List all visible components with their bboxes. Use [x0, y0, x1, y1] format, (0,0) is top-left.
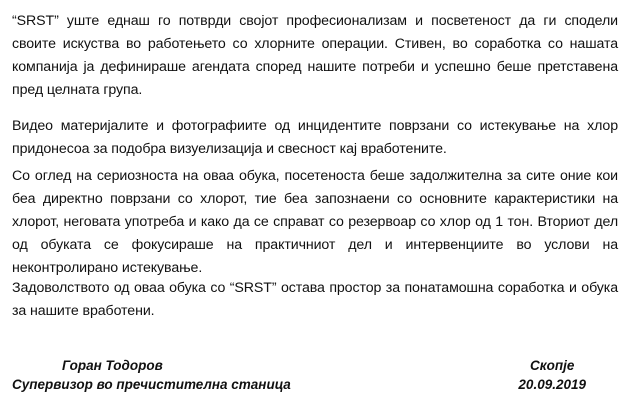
signature-block [12, 356, 291, 394]
paragraph-intro: “SRST” уште еднаш го потврди својот професионализам и посветеност да ги сподели своите искуства во работењето со хлорните операции. Стивен, во соработка со нашата компанија ја дефинираше агендата според нашите потреби и успешно беше претставена пред целната група. [12, 13, 618, 98]
city-name: Скопје [530, 358, 575, 373]
paragraph-satisfaction: Задоволството од оваа обука со “SRST” остава простор за понатамошна соработка и обука за нашите вработени. [12, 280, 618, 319]
signatory-role: Супервизор во пречистителна станица [12, 377, 291, 392]
paragraph-training-details: Со оглед на сериозноста на оваа обука, посетеноста беше задолжителна за сите оние кои беа директно поврзани со хлорот, тие беа запознаени со основните карактеристики на хлорот, неговата употреба и како да се справат со резервоар со хлор од 1 тон. Вториот дел од обуката се фокусираше на практичниот дел и интервенциите во услови на неконтролирано истекување. [12, 168, 618, 276]
letter-page [12, 10, 618, 395]
letter-date: 20.09.2019 [518, 377, 586, 392]
place-date-block [518, 356, 586, 394]
paragraph-materials: Видео материјалите и фотографиите од инцидентите поврзани со истекување на хлор придонесоа за подобра визуелизација и свесност кај вработените. [12, 118, 618, 157]
signatory-name: Горан Тодоров [62, 358, 163, 373]
